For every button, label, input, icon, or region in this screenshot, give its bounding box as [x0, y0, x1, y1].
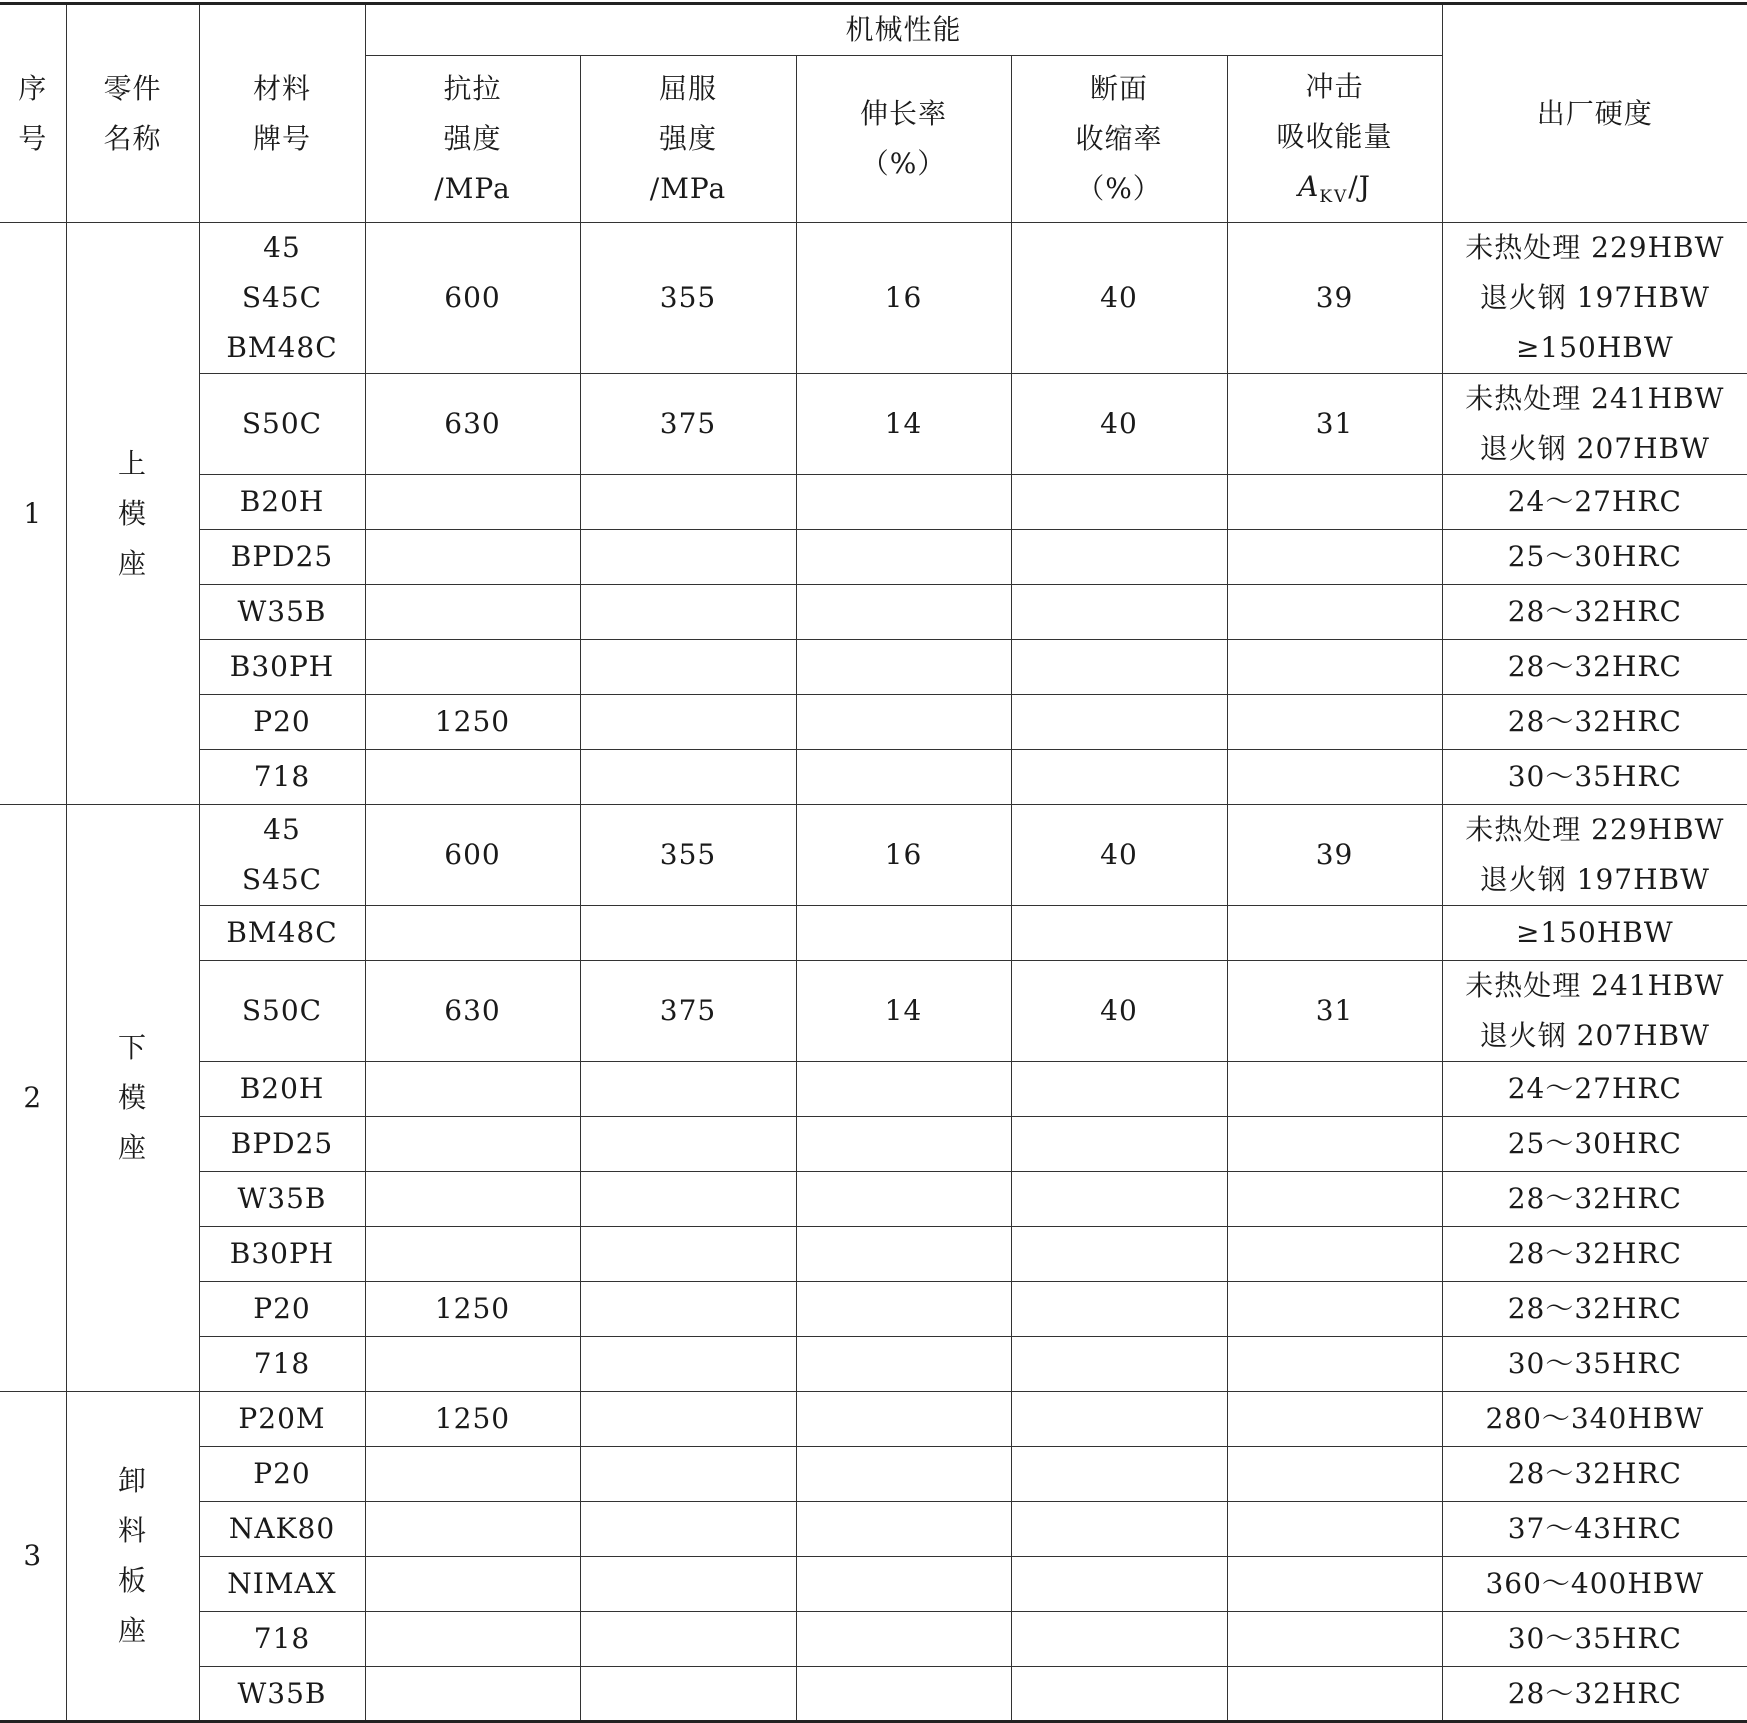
header-impact	[1227, 56, 1442, 223]
reduction-cell	[1011, 1117, 1227, 1172]
tensile-cell: 600	[365, 805, 580, 906]
header-elongation: 伸长率 （%）	[796, 56, 1011, 223]
elongation-cell	[796, 1447, 1011, 1502]
reduction-cell	[1011, 1447, 1227, 1502]
tensile-cell	[365, 1337, 580, 1392]
tensile-cell: 600	[365, 223, 580, 374]
tensile-cell	[365, 1502, 580, 1557]
yield-cell: 355	[580, 805, 796, 906]
tensile-cell	[365, 1062, 580, 1117]
impact-cell	[1227, 1172, 1442, 1227]
yield-cell	[580, 1667, 796, 1722]
impact-cell	[1227, 1062, 1442, 1117]
hardness-cell: 24～27HRC	[1442, 1062, 1747, 1117]
tensile-cell: 630	[365, 961, 580, 1062]
table-row	[0, 585, 1747, 640]
group-part-name: 上 模 座	[66, 223, 199, 805]
material-cell: 45 S45C	[199, 805, 365, 906]
material-cell: 718	[199, 1337, 365, 1392]
hardness-cell: 28～32HRC	[1442, 695, 1747, 750]
elongation-cell: 14	[796, 374, 1011, 475]
material-cell: P20	[199, 1282, 365, 1337]
header-seq: 序 号	[0, 4, 66, 223]
material-cell: NIMAX	[199, 1557, 365, 1612]
material-cell: W35B	[199, 1172, 365, 1227]
group-seq: 1	[0, 223, 66, 805]
impact-cell	[1227, 906, 1442, 961]
tensile-cell: 1250	[365, 1392, 580, 1447]
table-row	[0, 695, 1747, 750]
impact-cell	[1227, 750, 1442, 805]
tensile-cell	[365, 585, 580, 640]
tensile-cell	[365, 1612, 580, 1667]
impact-cell	[1227, 1447, 1442, 1502]
table-body	[0, 223, 1747, 1722]
elongation-cell	[796, 906, 1011, 961]
table-row	[0, 1282, 1747, 1337]
group-seq: 2	[0, 805, 66, 1392]
reduction-cell: 40	[1011, 223, 1227, 374]
material-cell: W35B	[199, 585, 365, 640]
hardness-cell: 28～32HRC	[1442, 1172, 1747, 1227]
reduction-cell	[1011, 1282, 1227, 1337]
impact-cell	[1227, 1612, 1442, 1667]
hardness-cell: 30～35HRC	[1442, 1612, 1747, 1667]
material-cell: B20H	[199, 475, 365, 530]
reduction-cell: 40	[1011, 374, 1227, 475]
elongation-cell: 16	[796, 805, 1011, 906]
hardness-cell: 28～32HRC	[1442, 1282, 1747, 1337]
hardness-cell: 28～32HRC	[1442, 1667, 1747, 1722]
table-row	[0, 475, 1747, 530]
yield-cell	[580, 906, 796, 961]
hardness-cell: 25～30HRC	[1442, 530, 1747, 585]
material-cell: W35B	[199, 1667, 365, 1722]
yield-cell	[580, 475, 796, 530]
hardness-cell: 28～32HRC	[1442, 640, 1747, 695]
material-cell: 45 S45C BM48C	[199, 223, 365, 374]
material-cell: 718	[199, 1612, 365, 1667]
material-cell: B20H	[199, 1062, 365, 1117]
table-row	[0, 750, 1747, 805]
reduction-cell	[1011, 640, 1227, 695]
impact-cell: 39	[1227, 805, 1442, 906]
table-row	[0, 530, 1747, 585]
table-row	[0, 1337, 1747, 1392]
table-row	[0, 1392, 1747, 1447]
header-mechanical-properties: 机械性能	[365, 4, 1442, 56]
material-properties-table	[0, 2, 1747, 1723]
table-row	[0, 961, 1747, 1062]
table-row	[0, 1667, 1747, 1722]
yield-cell	[580, 1392, 796, 1447]
tensile-cell	[365, 1447, 580, 1502]
reduction-cell	[1011, 750, 1227, 805]
table-row	[0, 1062, 1747, 1117]
impact-cell: 39	[1227, 223, 1442, 374]
hardness-cell: 30～35HRC	[1442, 1337, 1747, 1392]
elongation-cell	[796, 475, 1011, 530]
elongation-cell	[796, 1062, 1011, 1117]
tensile-cell	[365, 750, 580, 805]
table-row	[0, 374, 1747, 475]
reduction-cell	[1011, 1172, 1227, 1227]
impact-cell	[1227, 1667, 1442, 1722]
yield-cell	[580, 1062, 796, 1117]
impact-cell	[1227, 695, 1442, 750]
table-row	[0, 1612, 1747, 1667]
tensile-cell	[365, 1227, 580, 1282]
reduction-cell	[1011, 1502, 1227, 1557]
hardness-cell: 28～32HRC	[1442, 1447, 1747, 1502]
yield-cell	[580, 750, 796, 805]
header-impact-unit: /J	[1348, 170, 1371, 203]
yield-cell: 355	[580, 223, 796, 374]
tensile-cell	[365, 1117, 580, 1172]
table-row	[0, 1557, 1747, 1612]
hardness-cell: 360～400HBW	[1442, 1557, 1747, 1612]
elongation-cell	[796, 1172, 1011, 1227]
header-reduction: 断面 收缩率 （%）	[1011, 56, 1227, 223]
elongation-cell	[796, 585, 1011, 640]
elongation-cell	[796, 1667, 1011, 1722]
table-row	[0, 1172, 1747, 1227]
yield-cell	[580, 1172, 796, 1227]
tensile-cell	[365, 1557, 580, 1612]
table-row	[0, 1447, 1747, 1502]
elongation-cell: 16	[796, 223, 1011, 374]
material-cell: BPD25	[199, 530, 365, 585]
reduction-cell	[1011, 1667, 1227, 1722]
impact-cell: 31	[1227, 961, 1442, 1062]
reduction-cell: 40	[1011, 805, 1227, 906]
group-part-name: 下 模 座	[66, 805, 199, 1392]
yield-cell	[580, 1282, 796, 1337]
reduction-cell	[1011, 475, 1227, 530]
yield-cell	[580, 695, 796, 750]
tensile-cell	[365, 640, 580, 695]
elongation-cell	[796, 1117, 1011, 1172]
material-cell: NAK80	[199, 1502, 365, 1557]
reduction-cell	[1011, 1557, 1227, 1612]
table-row	[0, 906, 1747, 961]
material-cell: P20	[199, 1447, 365, 1502]
header-hardness: 出厂硬度	[1442, 4, 1747, 223]
reduction-cell	[1011, 695, 1227, 750]
table-row	[0, 805, 1747, 906]
material-cell: B30PH	[199, 640, 365, 695]
table-row	[0, 640, 1747, 695]
yield-cell	[580, 640, 796, 695]
header-tensile: 抗拉 强度 /MPa	[365, 56, 580, 223]
table-row	[0, 223, 1747, 374]
material-cell: B30PH	[199, 1227, 365, 1282]
impact-cell	[1227, 475, 1442, 530]
header-impact-text: 冲击 吸收能量	[1276, 70, 1393, 153]
hardness-cell: 280～340HBW	[1442, 1392, 1747, 1447]
hardness-cell: 未热处理 229HBW 退火钢 197HBW	[1442, 805, 1747, 906]
impact-cell	[1227, 530, 1442, 585]
header-impact-symbol: A	[1298, 170, 1320, 203]
material-cell: BPD25	[199, 1117, 365, 1172]
impact-cell	[1227, 1117, 1442, 1172]
reduction-cell	[1011, 1612, 1227, 1667]
impact-cell	[1227, 1227, 1442, 1282]
reduction-cell	[1011, 1392, 1227, 1447]
tensile-cell	[365, 1667, 580, 1722]
impact-cell	[1227, 585, 1442, 640]
impact-cell: 31	[1227, 374, 1442, 475]
material-cell: BM48C	[199, 906, 365, 961]
table-row	[0, 1502, 1747, 1557]
reduction-cell: 40	[1011, 961, 1227, 1062]
elongation-cell	[796, 1392, 1011, 1447]
hardness-cell: 28～32HRC	[1442, 1227, 1747, 1282]
elongation-cell	[796, 1557, 1011, 1612]
elongation-cell	[796, 1337, 1011, 1392]
impact-cell	[1227, 1557, 1442, 1612]
impact-cell	[1227, 640, 1442, 695]
material-cell: 718	[199, 750, 365, 805]
tensile-cell	[365, 1172, 580, 1227]
impact-cell	[1227, 1502, 1442, 1557]
impact-cell	[1227, 1282, 1442, 1337]
yield-cell	[580, 585, 796, 640]
material-cell: S50C	[199, 961, 365, 1062]
hardness-cell: 未热处理 241HBW 退火钢 207HBW	[1442, 961, 1747, 1062]
header-part-name: 零件 名称	[66, 4, 199, 223]
group-seq: 3	[0, 1392, 66, 1722]
tensile-cell	[365, 530, 580, 585]
elongation-cell	[796, 1282, 1011, 1337]
tensile-cell: 1250	[365, 1282, 580, 1337]
material-cell: P20M	[199, 1392, 365, 1447]
reduction-cell	[1011, 1337, 1227, 1392]
tensile-cell: 1250	[365, 695, 580, 750]
header-yield: 屈服 强度 /MPa	[580, 56, 796, 223]
yield-cell	[580, 1447, 796, 1502]
header-impact-subscript: KV	[1319, 187, 1349, 207]
elongation-cell	[796, 1227, 1011, 1282]
hardness-cell: ≥150HBW	[1442, 906, 1747, 961]
group-part-name: 卸 料 板 座	[66, 1392, 199, 1722]
hardness-cell: 28～32HRC	[1442, 585, 1747, 640]
elongation-cell	[796, 695, 1011, 750]
reduction-cell	[1011, 530, 1227, 585]
impact-cell	[1227, 1392, 1442, 1447]
material-cell: S50C	[199, 374, 365, 475]
reduction-cell	[1011, 585, 1227, 640]
hardness-cell: 30～35HRC	[1442, 750, 1747, 805]
hardness-cell: 25～30HRC	[1442, 1117, 1747, 1172]
elongation-cell: 14	[796, 961, 1011, 1062]
header-material: 材料 牌号	[199, 4, 365, 223]
reduction-cell	[1011, 1227, 1227, 1282]
tensile-cell	[365, 475, 580, 530]
elongation-cell	[796, 1502, 1011, 1557]
yield-cell	[580, 1612, 796, 1667]
reduction-cell	[1011, 1062, 1227, 1117]
elongation-cell	[796, 530, 1011, 585]
table-row	[0, 1117, 1747, 1172]
yield-cell	[580, 1117, 796, 1172]
tensile-cell	[365, 906, 580, 961]
elongation-cell	[796, 1612, 1011, 1667]
yield-cell	[580, 1502, 796, 1557]
impact-cell	[1227, 1337, 1442, 1392]
yield-cell	[580, 1557, 796, 1612]
yield-cell	[580, 1227, 796, 1282]
yield-cell: 375	[580, 374, 796, 475]
tensile-cell: 630	[365, 374, 580, 475]
hardness-cell: 37～43HRC	[1442, 1502, 1747, 1557]
yield-cell: 375	[580, 961, 796, 1062]
reduction-cell	[1011, 906, 1227, 961]
hardness-cell: 未热处理 229HBW 退火钢 197HBW ≥150HBW	[1442, 223, 1747, 374]
table-row	[0, 1227, 1747, 1282]
material-cell: P20	[199, 695, 365, 750]
hardness-cell: 未热处理 241HBW 退火钢 207HBW	[1442, 374, 1747, 475]
hardness-cell: 24～27HRC	[1442, 475, 1747, 530]
yield-cell	[580, 530, 796, 585]
elongation-cell	[796, 750, 1011, 805]
elongation-cell	[796, 640, 1011, 695]
yield-cell	[580, 1337, 796, 1392]
